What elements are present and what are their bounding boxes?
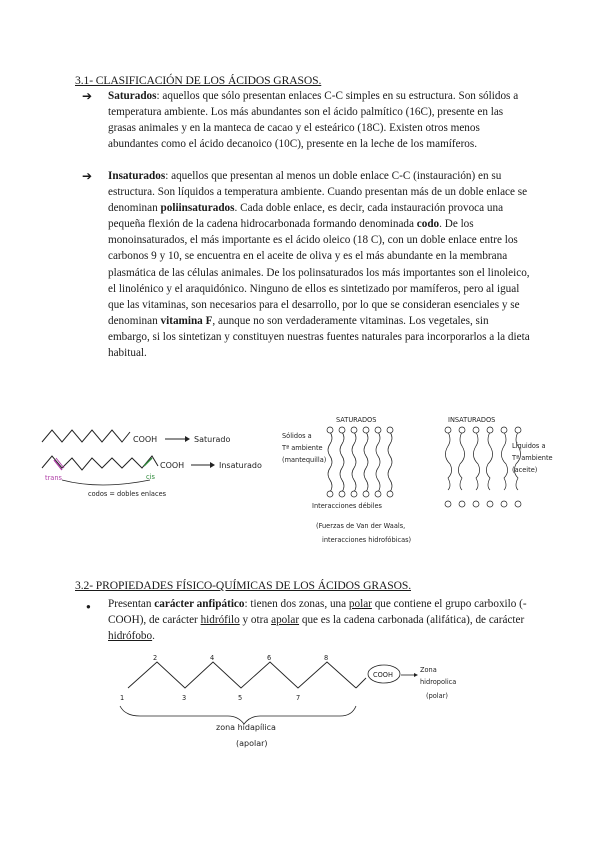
solidos-line-2: Tª ambiente [282,444,323,452]
amphipathic-chain-diagram [0,648,600,758]
unsaturated-packing [445,427,521,507]
carbon-1: 1 [120,694,125,702]
term-saturados: Saturados [108,90,157,102]
anfipatico-text-2: que contiene el grupo carboxilo (-COOH), de carácter [108,598,527,627]
insaturados-paragraph [108,168,530,361]
bullet-anfipatico [82,596,532,644]
anfipatico-pre: Presentan [108,598,155,610]
insaturados-title: INSATURADOS [448,416,496,424]
carbon-7: 7 [296,694,301,702]
label-codos: codos = dobles enlaces [88,490,167,498]
trans-double-bond [54,460,62,470]
label-cis: cis [146,473,155,481]
carbon-6: 6 [267,654,272,662]
saturados-title: SATURADOS [336,416,377,424]
section-heading-clasificacion: 3.1- CLASIFICACIÓN DE LOS ÁCIDOS GRASOS. [75,74,322,87]
anfipatico-text-4: que es la cadena carbonada (alifática), de carácter [299,614,525,627]
word-polar: polar [348,598,372,610]
word-hidrofobo: hidrófobo [108,630,153,643]
label-insaturado: Insaturado [219,461,262,470]
word-apolar: apolar [271,614,300,627]
liquidos-line-2: Tª ambiente [512,454,553,462]
section-heading-propiedades: 3.2- PROPIEDADES FÍSICO-QUÍMICAS DE LOS ÁCIDOS GRASOS. [75,579,412,592]
apolar-brace [120,706,356,724]
zona-apolar-line-2: (apolar) [236,739,268,748]
term-caracter-anfipatico: carácter anfipático [154,598,245,610]
arrow-bullet-icon: ➔ [82,169,93,183]
anfipatico-text-5: . [152,630,155,643]
round-bullet-icon: ● [86,602,91,611]
bullet-insaturados [82,168,530,361]
liquidos-line-3: (aceite) [512,466,538,474]
fatty-acid-sketch-diagram [0,400,600,560]
insaturados-text-1: : aquellos que presentan al menos un doble enlace C-C (instauración) en su estructura. Son líquidos a temperatura ambiente. Cuando presentan más de un doble enlace se denominan [108,170,528,215]
saturados-text: : aquellos que sólo presentan enlaces C-C simples en su estructura. Son sólidos a temperatura ambiente. Los más abundantes son el ácido palmítico (16C), presente en las grasas animales y en la manteca de cacao y el esteárico (18C). Existen otros menos abundantes como el ácido decanoico (10C), presente en la leche de los mamíferos. [108,90,519,151]
cis-double-bond [144,458,152,466]
saturados-paragraph [108,88,530,152]
interacciones-line-1: Interacciones débiles [312,502,382,510]
zona-apolar-line-1: zona hidapílica [216,723,276,732]
term-vitamina-f: vitamina F [160,314,213,327]
liquidos-line-1: Líquidos a [512,442,546,450]
insaturados-text-3: . De los monoinsaturados, el más importante es el ácido oleico (18 C), con un doble enlace entre los carbonos 9 y 10, se encuentra en el aceite de oliva y es el más abundante en la membrana plasmática de las células animales. De los polinsaturados los más importantes son el linoleico, el linolénico y el araquidónico. Ninguno de ellos es sintetizado por mamíferos, pero al igual que las vitaminas, son necesarios para el desarrollo, por lo que se consideran esenciales y se denominan [108,218,530,327]
carbon-3: 3 [182,694,187,702]
anfipatico-text-1: : tienen dos zonas, una [244,598,349,610]
term-insaturados: Insaturados [108,170,166,182]
carbon-2: 2 [153,654,158,662]
carbon-chain [128,662,356,688]
bullet-saturados [82,88,530,152]
carbon-5: 5 [238,694,243,702]
anfipatico-paragraph [108,596,532,644]
cooh-head: COOH [373,671,393,679]
interacciones-line-2: (Fuerzas de Van der Waals, [316,522,406,530]
term-codo: codo [416,218,440,231]
saturated-chain [42,430,130,442]
cooh-saturated: COOH [133,435,158,444]
arrow-bullet-icon: ➔ [82,89,93,103]
zona-polar-line-2: hidropolica [420,678,457,686]
solidos-line-1: Sólidos a [282,432,312,440]
zona-polar-line-3: (polar) [426,692,448,700]
anfipatico-text-3: y otra [239,614,272,627]
insaturados-text-2: . Cada doble enlace, es decir, cada instauración provoca una pequeña flexión de la cadena hidrocarbonada formando denominada [108,202,504,231]
word-hidrofilo: hidrófilo [200,614,240,627]
term-poliinsaturados: poliinsaturados [160,202,235,215]
solidos-line-3: (mantequilla) [282,456,327,464]
interacciones-line-3: interacciones hidrofóbicas) [322,536,412,544]
zona-polar-line-1: Zona [420,666,437,674]
carbon-4: 4 [210,654,215,662]
label-trans: trans [45,474,62,482]
carbon-8: 8 [324,654,329,662]
saturated-packing [327,427,393,497]
label-saturado: Saturado [194,435,231,444]
cooh-unsaturated: COOH [160,461,185,470]
insaturados-text-4: , aunque no son verdaderamente vitaminas. Los vegetales, sin embargo, si los sintetizan y constituyen nuestras fuentes naturales para incorporarlos a la dieta habitual. [108,314,530,360]
